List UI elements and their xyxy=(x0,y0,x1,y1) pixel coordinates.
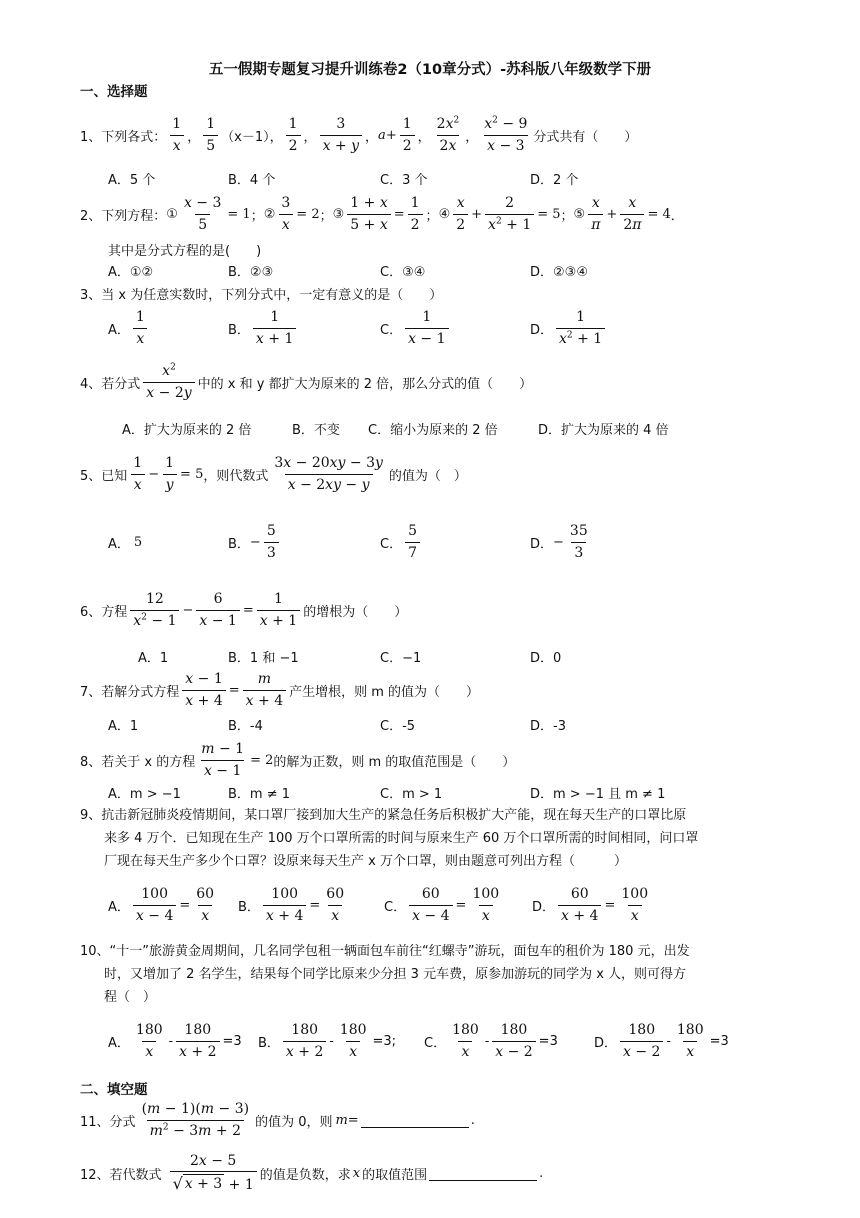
fraction: 3 x + y xyxy=(320,116,362,153)
option-b[interactable]: B．1 和 −1 xyxy=(228,650,299,666)
question-text-line2: 时，又增加了 2 名学生，结果每个同学比原来少分担 3 元车费，原参加游玩的同学为 x 人，则可得方 xyxy=(104,967,687,982)
question-text-line1: “十一”旅游黄金周期间，几名同学包租一辆面包车前往“红螺寺”游玩，面包车的租价为 180 元，出发 xyxy=(109,944,690,959)
question-number: 8、 xyxy=(80,754,102,770)
fraction: 2x − 5 √ x + 3 + 1 xyxy=(170,1153,257,1193)
question-text: 其中是分式方程的是( ) xyxy=(108,243,262,259)
question-text: 的增根为（ ） xyxy=(303,604,408,620)
fraction: $\frac{1}{2}$ xyxy=(400,116,415,153)
fraction: 1 5 xyxy=(203,116,218,153)
option-b[interactable]: B．4 个 xyxy=(228,172,276,188)
section-heading-fill: 二、填空题 xyxy=(80,1082,148,1098)
options-q5 xyxy=(108,520,808,564)
question-number: 3、 xyxy=(80,287,102,303)
question-3 xyxy=(80,283,442,303)
options-q1 xyxy=(108,163,808,193)
option-c[interactable]: C．−1 xyxy=(380,650,422,666)
fraction: $2x^2$ 2x xyxy=(436,115,460,154)
option-a[interactable]: A．1 xyxy=(108,718,139,734)
options-q2 xyxy=(108,260,808,280)
options-q3 xyxy=(108,306,808,350)
option-d[interactable]: D． 1 $x^2 + 1$ xyxy=(530,306,608,350)
page-title: 五一假期专题复习提升训练卷2（10章分式）-苏科版八年级数学下册 xyxy=(208,62,652,78)
option-a[interactable]: A． 180 x - $\frac{180}{x + 2}$ =3 xyxy=(108,1022,242,1060)
option-b[interactable]: B．m ≠ 1 xyxy=(228,786,291,802)
option-a[interactable]: A．5 个 xyxy=(108,172,156,188)
question-text-line3: 程（ ） xyxy=(104,990,157,1005)
question-text: 方程 xyxy=(101,604,128,620)
question-8: 8、 若关于 x 的方程 $\frac{m - 1}{x - 1}$ = 2 的解为正数，则 m 的取值范围是（ ） xyxy=(80,741,516,779)
fraction: 3x − 20xy − 3y x − 2xy − y xyxy=(274,455,383,493)
question-text: 若代数式 xyxy=(109,1167,162,1183)
option-c[interactable]: C． 5 7 xyxy=(380,520,423,564)
options-q7 xyxy=(108,714,808,734)
option-d[interactable]: D． 180 x − 2 - $\frac{180}{x}$ =3 xyxy=(594,1022,729,1060)
question-text: 当 x 为任意实数时，下列分式中，一定有意义的是（ ） xyxy=(101,287,443,303)
option-c[interactable]: C．m > 1 xyxy=(380,786,443,802)
question-text: 若分式 xyxy=(101,376,141,392)
option-c[interactable]: C．3 个 xyxy=(380,172,428,188)
option-c[interactable]: C．缩小为原来的 2 倍 xyxy=(368,422,498,438)
question-9 xyxy=(80,804,780,873)
option-b[interactable]: B． 180 x + 2 - $\frac{180}{x}$ =3; xyxy=(258,1022,397,1060)
option-b[interactable]: B． − $\frac{5}{3}$ xyxy=(228,520,282,564)
option-b[interactable]: B． 1 x + 1 xyxy=(228,306,299,350)
option-a[interactable]: A． $\frac{100}{x - 4}$ = $\frac{60}{x}$ xyxy=(108,886,215,924)
option-b[interactable]: B． $\frac{100}{x + 4}$ = $\frac{60}{x}$ xyxy=(238,886,345,924)
question-text-line2: 来多 4 万个．已知现在生产 100 万个口罩所需的时间与原来生产 60 万个口罩所需的时间相同，问口罩 xyxy=(104,831,699,846)
answer-blank[interactable] xyxy=(429,1166,537,1181)
question-text: 已知 xyxy=(101,468,128,484)
question-4 xyxy=(80,360,532,404)
question-5: 5、 已知 1 x − $\frac{1}{y}$ = 5 ，则代数式 3x − 20xy − 3y x − 2xy − y 的值为（ ） xyxy=(80,455,467,493)
question-text-line1: 抗击新冠肺炎疫情期间，某口罩厂接到加大生产的紧急任务后积极扩大产能，现在每天生产的口罩比原 xyxy=(101,808,687,823)
option-a[interactable]: A．扩大为原来的 2 倍 xyxy=(122,422,252,438)
option-a[interactable]: A．m > −1 xyxy=(108,786,181,802)
question-11: 11、 分式 (m − 1)(m − 3) $m^2 - 3m + 2$ 的值为 0，则 m = . xyxy=(80,1101,475,1139)
question-number: 6、 xyxy=(80,604,102,620)
question-10 xyxy=(80,940,780,1009)
option-b[interactable]: B．②③ xyxy=(228,264,274,280)
question-text: 若关于 x 的方程 xyxy=(101,754,196,770)
option-b[interactable]: B．不变 xyxy=(292,422,340,438)
question-text: 的取值范围 xyxy=(362,1167,428,1183)
question-7: 7、 若解分式方程 $\frac{x - 1}{x + 4}$ = $\frac{m}{x + 4}$ 产生增根，则 m 的值为（ ） xyxy=(80,671,480,709)
options-q10 xyxy=(108,1018,808,1064)
question-number: 5、 xyxy=(80,468,102,484)
options-q8 xyxy=(108,782,808,802)
option-c[interactable]: C．-5 xyxy=(380,718,416,734)
question-text: 若解分式方程 xyxy=(101,684,180,700)
option-d[interactable]: D．2 个 xyxy=(530,172,579,188)
fraction: 1 2 xyxy=(286,116,301,153)
option-a[interactable]: A． 5 xyxy=(108,534,143,552)
question-number: 10、 xyxy=(80,944,110,959)
question-text: 产生增根，则 m 的值为（ ） xyxy=(289,684,480,700)
options-q4 xyxy=(122,418,822,438)
question-number: 9、 xyxy=(80,808,102,823)
option-d[interactable]: D．0 xyxy=(530,650,562,666)
options-q9 xyxy=(108,882,808,928)
question-text: 的值为（ ） xyxy=(388,468,467,484)
question-text: 分式 xyxy=(109,1114,136,1130)
option-a[interactable]: A．①② xyxy=(108,264,154,280)
option-a[interactable]: A．1 xyxy=(138,650,169,666)
option-c[interactable]: C． 1 x − 1 xyxy=(380,306,452,350)
option-d[interactable]: D．②③④ xyxy=(530,264,588,280)
option-c[interactable]: C． $\frac{60}{x - 4}$ = $\frac{100}{x}$ xyxy=(384,886,500,924)
option-d[interactable]: D．m > −1 且 m ≠ 1 xyxy=(530,786,666,802)
question-number: 12、 xyxy=(80,1167,110,1183)
question-text: 中的 x 和 y 都扩大为原来的 2 倍，那么分式的值（ ） xyxy=(197,376,533,392)
question-number: 7、 xyxy=(80,684,102,700)
question-text: 下列各式： xyxy=(101,129,167,145)
option-b[interactable]: B．-4 xyxy=(228,718,263,734)
question-text-line3: 厂现在每天生产多少个口罩？设原来每天生产 x 万个口罩，则由题意可列出方程（ ） xyxy=(104,854,627,869)
question-text: 的值为 0，则 xyxy=(255,1114,333,1130)
option-d[interactable]: D．-3 xyxy=(530,718,566,734)
fraction: 1 x xyxy=(169,116,184,153)
question-6: 6、 方程 12 $x^2 - 1$ − $\frac{6}{x - 1}$ = $\frac{1}{x + 1}$ 的增根为（ ） xyxy=(80,591,408,629)
question-text: 的值是负数，求 xyxy=(259,1167,351,1183)
question-12: 12、 若代数式 2x − 5 √ x + 3 + 1 的值是负数，求 x 的取值范围 . xyxy=(80,1152,544,1194)
options-q6 xyxy=(138,646,838,666)
fraction: (m − 1)(m − 3) $m^2 - 3m + 2$ xyxy=(141,1101,250,1139)
question-number: 2、 xyxy=(80,208,102,224)
question-text: 分式共有（ ） xyxy=(533,129,638,145)
question-text: ，则代数式 xyxy=(203,468,269,484)
option-c[interactable]: C． 180 x - $\frac{180}{x - 2}$ =3 xyxy=(424,1022,558,1060)
question-2: 2、 下列方程： ① $\frac{x - 3}{5}$ = 1 ； ② $\frac{3}{x}$ = 2 ； ③ $\frac{1 + x}{5 + x}$ = $\frac{1}{2}$ ； ④ x 2 + $\frac{2}{x^2 + 1}$ = 5 ； ⑤ x π + $\frac{x}{2\pi}$ = 4 ． xyxy=(80,195,684,233)
question-number: 4、 xyxy=(80,376,102,392)
question-2-line2 xyxy=(108,239,261,259)
fraction: $x^2$ x − 2y xyxy=(143,363,194,400)
option-d[interactable]: D．扩大为原来的 4 倍 xyxy=(538,422,669,438)
section-heading-choice: 一、选择题 xyxy=(80,84,148,100)
question-text: （x－1）， xyxy=(221,129,283,145)
option-d[interactable]: D． $\frac{60}{x + 4}$ = $\frac{100}{x}$ xyxy=(532,886,649,924)
option-a[interactable]: A． 1 x xyxy=(108,306,151,350)
question-text: 的解为正数，则 m 的取值范围是（ ） xyxy=(273,754,516,770)
question-number: 11、 xyxy=(80,1114,110,1130)
question-number: 1、 xyxy=(80,129,102,145)
fraction: $x^2 - 9$ x − 3 xyxy=(484,115,528,154)
option-d[interactable]: D． − $\frac{35}{3}$ xyxy=(530,523,588,561)
option-c[interactable]: C．③④ xyxy=(380,264,426,280)
question-1: 1、 下列各式： 1 x ， 1 5 （x－1）， 1 2 ， 3 x + y ， a + $\frac{1}{2}$ ， $2x^2$ 2x ， $x^2 - 9$ x − 3 分式共有（ ） xyxy=(80,115,638,154)
answer-blank[interactable] xyxy=(361,1113,469,1128)
question-text: 下列方程： xyxy=(101,208,167,224)
